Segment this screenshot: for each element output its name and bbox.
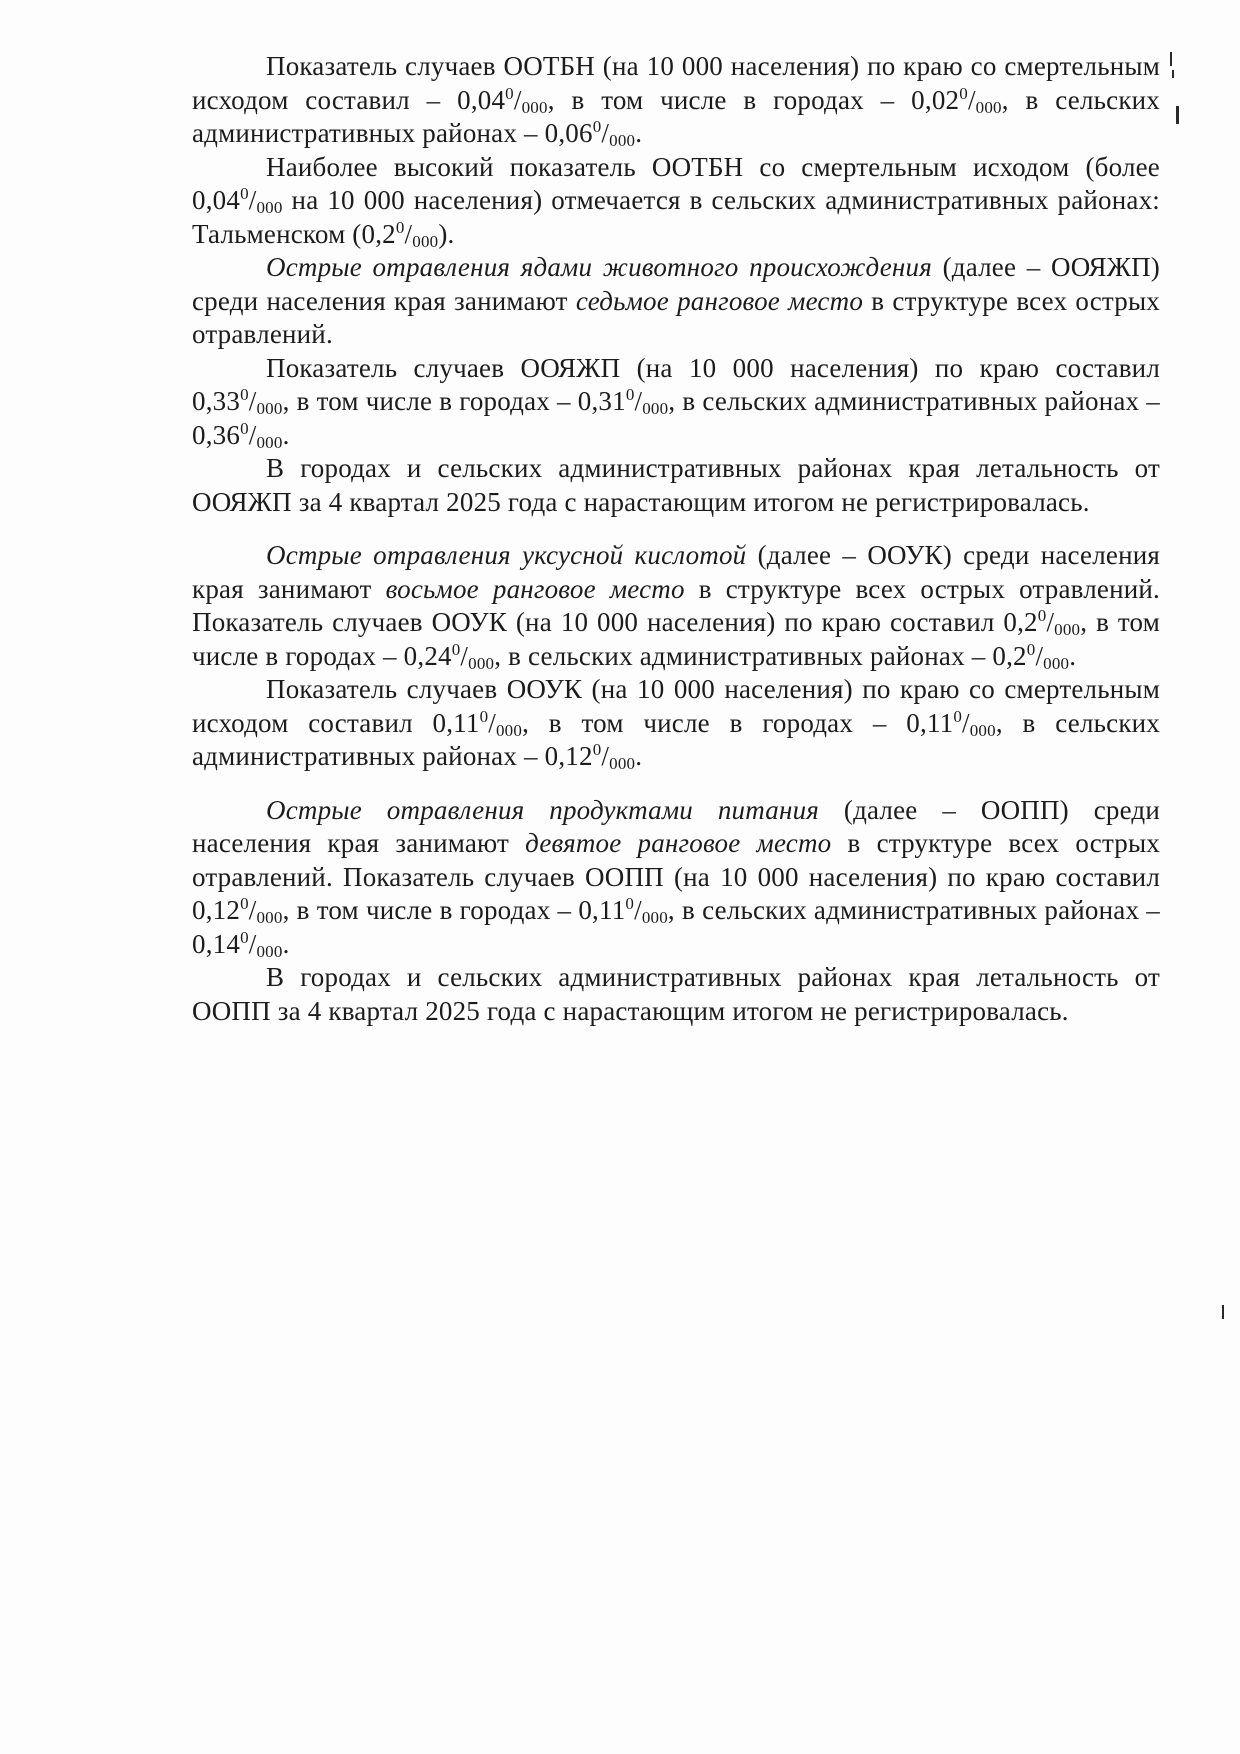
per-mille-unit: $^0/_{000}$ [1026, 639, 1070, 673]
paragraph-p2 [192, 151, 1160, 252]
per-mille-unit: $^0/_{000}$ [625, 894, 668, 927]
unit-superscript: 0 [240, 894, 249, 913]
italic-term: восьмое ранговое место [385, 573, 685, 604]
unit-subscript: 000 [256, 198, 283, 217]
unit-superscript: 0 [1026, 639, 1036, 659]
unit-subscript: 000 [609, 131, 636, 150]
per-mille-unit: $^0/_{000}$ [240, 385, 283, 418]
italic-term: Острые отравления ядами животного происхождения [266, 252, 932, 282]
scan-artifact-mark [1170, 52, 1172, 66]
paragraph-p5 [192, 452, 1160, 519]
scan-artifact-mark [1222, 1305, 1224, 1319]
text-run: . [635, 741, 643, 771]
text-run: . [282, 928, 290, 959]
paragraph-p3 [192, 251, 1160, 352]
unit-superscript: 0 [240, 927, 249, 947]
unit-subscript: 000 [1043, 653, 1070, 673]
text-run: , в сельских административных районах – 0,12 [192, 707, 1160, 771]
per-mille-unit: $^0/_{000}$ [592, 117, 636, 150]
per-mille-unit: $^0/_{000}$ [451, 639, 495, 673]
text-run: Наиболее высокий показатель ООТБН со смертельным исходом (более 0,04 [192, 151, 1160, 215]
text-run: Показатель случаев ООЯЖП (на 10 000 населения) по краю составил 0,33 [192, 352, 1160, 416]
text-run: , в том числе в городах – 0,11 [522, 707, 954, 738]
unit-subscript: 000 [969, 720, 996, 740]
unit-superscript: 0 [959, 83, 968, 103]
unit-superscript: 0 [240, 418, 249, 438]
unit-subscript: 000 [642, 399, 669, 418]
per-mille-unit: $^0/_{000}$ [592, 740, 636, 773]
unit-superscript: 0 [240, 184, 249, 203]
unit-superscript: 0 [625, 894, 635, 913]
text-run: , в том числе в городах – 0,11 [282, 895, 626, 925]
text-run: Показатель случаев ООТБН (на 10 000 населения) по краю со смертельным исходом составил – 0,04 [192, 51, 1160, 115]
text-run: в структуре всех острых отравлений. Показатель случаев ООУК (на 10 000 населения) по краю составил 0,2 [192, 573, 1160, 637]
italic-term: седьмое ранговое место [575, 285, 864, 316]
unit-superscript: 0 [240, 385, 249, 404]
text-run: Показатель случаев ООУК (на 10 000 населения) по краю со смертельным исходом составил 0,11 [192, 674, 1160, 738]
per-mille-unit: $^0/_{000}$ [479, 706, 523, 740]
text-run: (далее – ООПП) среди населения края занимают [192, 794, 1160, 858]
text-run: . [282, 419, 290, 450]
paragraph-p4 [192, 352, 1160, 453]
document-body [192, 50, 1160, 1028]
unit-subscript: 000 [256, 941, 283, 961]
text-run: , в сельских административных районах – 0,36 [192, 386, 1160, 450]
italic-term: девятое ранговое место [525, 828, 832, 858]
per-mille-unit: $^0/_{000}$ [953, 706, 996, 740]
unit-subscript: 000 [412, 231, 439, 251]
unit-superscript: 0 [592, 117, 602, 136]
text-run: , в том числе в городах – 0,02 [547, 84, 960, 115]
paragraph-p8 [192, 794, 1160, 962]
text-run: ). [438, 218, 455, 249]
unit-superscript: 0 [505, 83, 514, 103]
per-mille-unit: $^0/_{000}$ [625, 385, 669, 418]
unit-subscript: 000 [609, 754, 636, 773]
unit-superscript: 0 [395, 217, 405, 237]
per-mille-unit: $^0/_{000}$ [240, 418, 283, 452]
unit-subscript: 000 [521, 97, 548, 117]
text-run: , в сельских административных районах – 0,06 [192, 84, 1161, 148]
text-run: В городах и сельских административных районах края летальность от ООЯЖП за 4 квартал 2025 года с нарастающим итогом не регистрировалась. [192, 453, 1160, 517]
unit-superscript: 0 [451, 639, 461, 659]
unit-subscript: 000 [641, 908, 668, 927]
unit-superscript: 0 [479, 706, 489, 726]
text-run: , в сельских административных районах – 0,2 [494, 640, 1027, 671]
per-mille-unit: $^0/_{000}$ [1037, 606, 1081, 639]
unit-subscript: 000 [468, 653, 495, 673]
text-run: в структуре всех острых отравлений. Показатель случаев ООПП (на 10 000 населения) по краю составил 0,12 [192, 828, 1161, 925]
text-run: (далее – ООУК) среди населения края занимают [192, 540, 1160, 604]
paragraph-p1 [192, 50, 1160, 151]
text-run: на 10 000 населения) отмечается в сельских административных районах: Тальменском (0,2 [192, 185, 1160, 249]
unit-subscript: 000 [495, 720, 523, 740]
per-mille-unit: $^0/_{000}$ [240, 184, 283, 217]
text-run: (далее – ООЯЖП) среди населения края занимают [192, 252, 1160, 316]
unit-subscript: 000 [975, 97, 1002, 117]
text-run: в структуре всех острых отравлений. [192, 285, 1161, 349]
per-mille-unit: $^0/_{000}$ [240, 927, 283, 961]
unit-subscript: 000 [256, 908, 283, 927]
italic-term: Острые отравления продуктами питания [266, 794, 820, 825]
text-run: . [1069, 640, 1077, 671]
text-run: , в сельских административных районах – 0,14 [192, 895, 1160, 959]
scan-artifact-mark [1172, 70, 1174, 78]
italic-term: Острые отравления уксусной кислотой [266, 540, 747, 570]
text-run: , в том числе в городах – 0,24 [192, 607, 1160, 671]
paragraph-p7 [192, 673, 1160, 774]
unit-superscript: 0 [625, 385, 635, 404]
per-mille-unit: $^0/_{000}$ [505, 83, 548, 117]
unit-subscript: 000 [256, 432, 283, 452]
paragraph-p9 [192, 961, 1160, 1028]
unit-subscript: 000 [1054, 620, 1081, 639]
unit-superscript: 0 [592, 740, 602, 759]
per-mille-unit: $^0/_{000}$ [959, 83, 1002, 117]
paragraph-p6 [192, 539, 1160, 673]
text-run: . [635, 118, 643, 148]
unit-superscript: 0 [1037, 606, 1047, 625]
unit-superscript: 0 [953, 706, 963, 726]
text-run: , в том числе в городах – 0,31 [282, 386, 626, 416]
per-mille-unit: $^0/_{000}$ [395, 217, 439, 251]
scan-artifact-mark [1176, 106, 1179, 124]
per-mille-unit: $^0/_{000}$ [240, 894, 283, 927]
unit-subscript: 000 [256, 399, 283, 418]
text-run: В городах и сельских административных районах края летальность от ООПП за 4 квартал 2025 года с нарастающим итогом не регистрировалась. [192, 962, 1160, 1026]
